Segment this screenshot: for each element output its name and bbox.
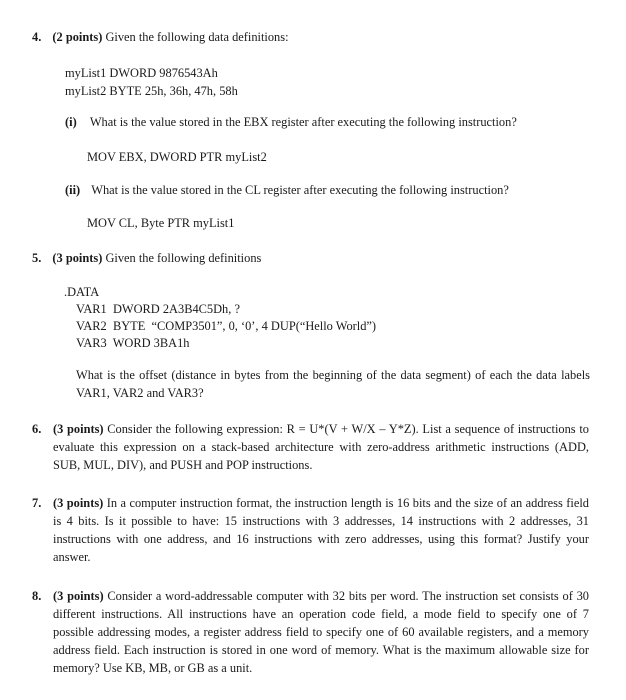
question-4-header xyxy=(32,28,289,46)
question-7-body xyxy=(53,494,589,566)
q4-def-mylist2: myList2 BYTE 25h, 36h, 47h, 58h xyxy=(65,84,238,98)
q4-part-i-text: What is the value stored in the EBX register after executing the following instruction? xyxy=(89,115,517,129)
question-8-body xyxy=(53,587,589,677)
q4-part-ii-text: What is the value stored in the CL register after executing the following instruction? xyxy=(91,183,509,197)
question-4-points: (2 points) xyxy=(52,30,103,44)
q4-part-i-code: MOV EBX, DWORD PTR myList2 xyxy=(87,150,267,164)
q4-part-i xyxy=(65,113,517,131)
question-6-text: Consider the following expression: R = U*(V + W/X – Y*Z). List a sequence of instructions to evaluate this expression on a stack-based architecture with zero-address arithmetic instructions (ADD, SUB, MUL, DIV), and PUSH and POP instructions. xyxy=(53,422,589,472)
q4-part-ii-label: (ii) xyxy=(65,183,81,197)
question-8-points: (3 points) xyxy=(53,589,104,603)
q5-var1: VAR1 DWORD 2A3B4C5Dh, ? xyxy=(76,302,240,316)
question-5-number: 5. xyxy=(32,251,42,265)
q4-part-i-label: (i) xyxy=(65,115,77,129)
question-4-text: Given the following data definitions: xyxy=(105,30,289,44)
question-8-text: Consider a word-addressable computer with 32 bits per word. The instruction set consists of 30 different instructions. All instructions have an operation code field, a mode field to specify one of 7 possible addressing modes, a register address field to specify one of 60 available registers, and a memory address field. Each instruction is stored in one word of memory. What is the maximum allowable size for memory? Use KB, MB, or GB as a unit. xyxy=(53,589,590,675)
q4-part-ii-code: MOV CL, Byte PTR myList1 xyxy=(87,216,235,230)
question-6-points: (3 points) xyxy=(53,422,104,436)
q5-data-directive: .DATA xyxy=(64,285,100,299)
q4-def-mylist1: myList1 DWORD 9876543Ah xyxy=(65,66,218,80)
question-5-points: (3 points) xyxy=(52,251,103,265)
q5-question: What is the offset (distance in bytes from the beginning of the data segment) of each the data labels VAR1, VAR2 and VAR3? xyxy=(76,368,590,400)
q5-var3: VAR3 WORD 3BA1h xyxy=(76,336,190,350)
question-7-text: In a computer instruction format, the instruction length is 16 bits and the size of an address field is 4 bits. Is it possible to have: 15 instructions with 3 addresses, 14 instructions with 2 addresses, 31 instructions with one address, and 16 instructions with zero addresses, using this format? Justify your answer. xyxy=(53,496,589,564)
question-7-points: (3 points) xyxy=(53,496,104,510)
question-6-number: 6. xyxy=(32,422,42,436)
question-8-number: 8. xyxy=(32,589,42,603)
question-4-number: 4. xyxy=(32,30,42,44)
question-5-text: Given the following definitions xyxy=(105,251,262,265)
q5-var2: VAR2 BYTE “COMP3501”, 0, ‘0’, 4 DUP(“Hello World”) xyxy=(76,319,377,333)
question-6-body xyxy=(53,420,589,474)
q4-part-ii xyxy=(65,181,509,199)
question-5-header xyxy=(32,249,261,267)
question-7-number: 7. xyxy=(32,496,42,510)
